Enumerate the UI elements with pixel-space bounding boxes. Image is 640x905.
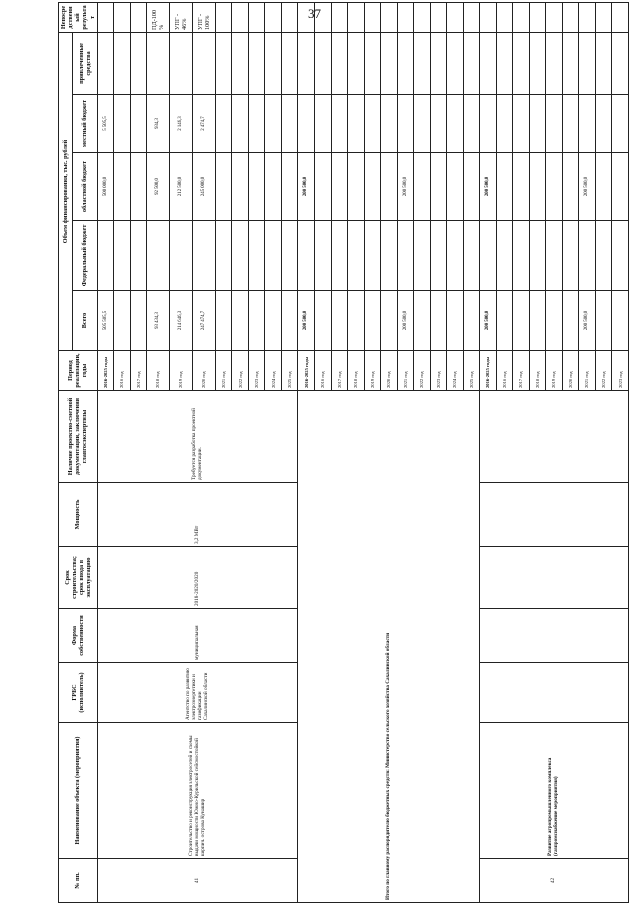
year-cell: 2025 год	[463, 351, 480, 391]
federal-cell	[147, 221, 170, 291]
attracted-cell	[314, 32, 331, 94]
local-cell: 5 505,5	[97, 95, 114, 153]
local-cell	[513, 95, 530, 153]
federal-cell	[97, 221, 114, 291]
year-cell: 2018 год	[348, 351, 365, 391]
result-cell	[595, 2, 612, 32]
year-cell: 2016-2025 годы	[97, 351, 114, 391]
year-cell: 2017 год	[331, 351, 348, 391]
header-local: местный бюджет	[73, 95, 97, 153]
federal-cell	[170, 221, 193, 291]
local-cell	[447, 95, 464, 153]
attracted-cell	[281, 32, 298, 94]
federal-cell	[281, 221, 298, 291]
total-cell	[381, 291, 398, 351]
header-federal: Федеральный бюджет	[73, 221, 97, 291]
total-cell	[546, 291, 563, 351]
local-cell	[232, 95, 249, 153]
federal-cell	[114, 221, 131, 291]
funding-table	[58, 2, 629, 903]
page-number: 37	[308, 6, 321, 21]
attracted-cell	[529, 32, 546, 94]
total-cell	[232, 291, 249, 351]
regional-cell	[215, 153, 232, 221]
total-cell	[215, 291, 232, 351]
federal-cell	[381, 221, 398, 291]
regional-cell	[381, 153, 398, 221]
header-regional: областной бюджет	[73, 153, 97, 221]
header-total: Всего	[73, 291, 97, 351]
total-cell	[114, 291, 131, 351]
attracted-cell	[579, 32, 596, 94]
header-term: Срок строительства; срок ввода в эксплуатацию	[59, 547, 98, 609]
result-cell	[480, 2, 497, 32]
federal-cell	[397, 221, 414, 291]
federal-cell	[414, 221, 431, 291]
year-cell: 2018 год	[147, 351, 170, 391]
local-cell	[529, 95, 546, 153]
attracted-cell	[595, 32, 612, 94]
federal-cell	[248, 221, 265, 291]
year-cell: 2022 год	[414, 351, 431, 391]
total-cell	[281, 291, 298, 351]
result-cell	[381, 2, 398, 32]
header-form: Форма собственности	[59, 609, 98, 663]
regional-cell: 212 500,0	[170, 153, 193, 221]
local-cell	[546, 95, 563, 153]
year-cell: 2019 год	[546, 351, 563, 391]
total-cell	[348, 291, 365, 351]
result-cell	[298, 2, 315, 32]
row-number: 41	[97, 859, 298, 903]
federal-cell	[612, 221, 629, 291]
header-psd: Наличие проектно-сметной документации, заключения главгосэкспертизы	[59, 391, 98, 483]
regional-cell: 200 500,0	[298, 153, 315, 221]
local-cell	[430, 95, 447, 153]
object-name: Развитие агропромышленного комплекса (газпромснабжение мероприятия)	[480, 723, 629, 859]
total-cell	[447, 291, 464, 351]
total-cell	[529, 291, 546, 351]
total-cell	[496, 291, 513, 351]
regional-cell	[331, 153, 348, 221]
federal-cell	[265, 221, 282, 291]
term-cell	[480, 547, 629, 609]
regional-cell: 200 500,0	[480, 153, 497, 221]
federal-cell	[192, 221, 215, 291]
result-cell	[562, 2, 579, 32]
regional-cell	[529, 153, 546, 221]
attracted-cell	[348, 32, 365, 94]
regional-cell: 92 500,0	[147, 153, 170, 221]
total-cell	[595, 291, 612, 351]
regional-cell: 200 500,0	[579, 153, 596, 221]
total-cell	[364, 291, 381, 351]
year-cell: 2019 год	[364, 351, 381, 391]
regional-cell	[562, 153, 579, 221]
total-cell: 247 474,7	[192, 291, 215, 351]
attracted-cell	[298, 32, 315, 94]
grbs-cell	[480, 663, 629, 723]
year-cell: 2022 год	[232, 351, 249, 391]
header-num: № пп.	[59, 859, 98, 903]
row-number: 42	[480, 859, 629, 903]
attracted-cell	[215, 32, 232, 94]
total-cell	[430, 291, 447, 351]
local-cell	[114, 95, 131, 153]
total-cell	[314, 291, 331, 351]
regional-cell	[430, 153, 447, 221]
result-cell	[232, 2, 249, 32]
year-cell: 2016 год	[496, 351, 513, 391]
federal-cell	[447, 221, 464, 291]
total-cell: 214 646,3	[170, 291, 193, 351]
attracted-cell	[265, 32, 282, 94]
regional-cell	[513, 153, 530, 221]
psd-cell	[480, 391, 629, 483]
regional-cell: 500 000,0	[97, 153, 114, 221]
regional-cell	[265, 153, 282, 221]
total-cell: 200 500,0	[579, 291, 596, 351]
result-cell	[447, 2, 464, 32]
attracted-cell	[430, 32, 447, 94]
result-cell	[496, 2, 513, 32]
result-cell	[331, 2, 348, 32]
attracted-cell	[364, 32, 381, 94]
subtotal-label: Итого по главному распорядителю бюджетных средств: Министерство сельского хозяйства Сахалинской области	[298, 391, 480, 903]
result-cell	[579, 2, 596, 32]
attracted-cell	[562, 32, 579, 94]
federal-cell	[480, 221, 497, 291]
attracted-cell	[546, 32, 563, 94]
result-cell	[513, 2, 530, 32]
attracted-cell	[612, 32, 629, 94]
total-cell	[331, 291, 348, 351]
year-cell: 2017 год	[513, 351, 530, 391]
header-attracted: привлеченные средства	[73, 32, 97, 94]
total-cell	[130, 291, 147, 351]
year-cell: 2019 год	[170, 351, 193, 391]
grbs-cell: Агентство по развитию электроэнергетики и газификации Сахалинской области	[97, 663, 298, 723]
local-cell	[414, 95, 431, 153]
table-row	[97, 2, 114, 902]
regional-cell	[348, 153, 365, 221]
regional-cell	[447, 153, 464, 221]
local-cell	[215, 95, 232, 153]
attracted-cell	[170, 32, 193, 94]
federal-cell	[546, 221, 563, 291]
total-cell	[248, 291, 265, 351]
regional-cell	[314, 153, 331, 221]
local-cell	[562, 95, 579, 153]
result-cell	[97, 2, 114, 32]
year-cell: 2021 год	[397, 351, 414, 391]
year-cell: 2024 год	[265, 351, 282, 391]
result-cell	[248, 2, 265, 32]
ownership-cell: муниципальная	[97, 609, 298, 663]
regional-cell	[612, 153, 629, 221]
year-cell: 2023 год	[430, 351, 447, 391]
year-cell: 2016-2025 годы	[480, 351, 497, 391]
attracted-cell	[397, 32, 414, 94]
local-cell: 2 474,7	[192, 95, 215, 153]
attracted-cell	[496, 32, 513, 94]
federal-cell	[579, 221, 596, 291]
federal-cell	[314, 221, 331, 291]
attracted-cell	[463, 32, 480, 94]
result-cell	[130, 2, 147, 32]
year-cell: 2017 год	[130, 351, 147, 391]
result-cell	[348, 2, 365, 32]
federal-cell	[130, 221, 147, 291]
result-cell	[215, 2, 232, 32]
header-result: Непосредственный результат	[59, 2, 98, 32]
regional-cell	[114, 153, 131, 221]
year-cell: 2020 год	[562, 351, 579, 391]
federal-cell	[595, 221, 612, 291]
federal-cell	[331, 221, 348, 291]
year-cell: 2020 год	[192, 351, 215, 391]
regional-cell	[248, 153, 265, 221]
attracted-cell	[130, 32, 147, 94]
federal-cell	[463, 221, 480, 291]
result-cell	[612, 2, 629, 32]
local-cell	[480, 95, 497, 153]
total-cell	[463, 291, 480, 351]
result-cell	[414, 2, 431, 32]
year-cell: 2016-2025 годы	[298, 351, 315, 391]
federal-cell	[430, 221, 447, 291]
regional-cell	[232, 153, 249, 221]
attracted-cell	[513, 32, 530, 94]
local-cell	[381, 95, 398, 153]
result-cell	[546, 2, 563, 32]
result-cell	[430, 2, 447, 32]
local-cell	[298, 95, 315, 153]
header-capacity: Мощность	[59, 483, 98, 547]
table-row	[298, 2, 315, 902]
year-cell: 2022 год	[595, 351, 612, 391]
header-period: Период реализации, годы	[59, 351, 98, 391]
result-cell	[314, 2, 331, 32]
year-cell: 2023 год	[248, 351, 265, 391]
header-grbs: ГРБС (исполнитель)	[59, 663, 98, 723]
federal-cell	[348, 221, 365, 291]
attracted-cell	[480, 32, 497, 94]
total-cell	[612, 291, 629, 351]
local-cell	[496, 95, 513, 153]
local-cell	[314, 95, 331, 153]
year-cell: 2016 год	[114, 351, 131, 391]
result-cell: УПГ - 100%	[192, 2, 215, 32]
federal-cell	[364, 221, 381, 291]
regional-cell	[364, 153, 381, 221]
total-cell	[265, 291, 282, 351]
local-cell	[364, 95, 381, 153]
local-cell	[265, 95, 282, 153]
attracted-cell	[447, 32, 464, 94]
table-row	[480, 2, 497, 902]
local-cell	[595, 95, 612, 153]
psd-cell: Требуется разработка проектной документации.	[97, 391, 298, 483]
total-cell: 505 505,5	[97, 291, 114, 351]
total-cell: 200 500,0	[397, 291, 414, 351]
result-cell	[281, 2, 298, 32]
total-cell	[513, 291, 530, 351]
local-cell	[397, 95, 414, 153]
year-cell: 2018 год	[529, 351, 546, 391]
local-cell	[612, 95, 629, 153]
regional-cell	[496, 153, 513, 221]
local-cell	[281, 95, 298, 153]
local-cell: 2 146,3	[170, 95, 193, 153]
result-cell	[529, 2, 546, 32]
result-cell: УПГ - 46%	[170, 2, 193, 32]
regional-cell	[281, 153, 298, 221]
year-cell: 2020 год	[381, 351, 398, 391]
local-cell	[248, 95, 265, 153]
total-cell: 200 500,0	[480, 291, 497, 351]
year-cell: 2021 год	[215, 351, 232, 391]
total-cell: 200 500,0	[298, 291, 315, 351]
local-cell	[579, 95, 596, 153]
local-cell: 934,3	[147, 95, 170, 153]
capacity-cell	[480, 483, 629, 547]
term-cell: 2018-2020/2020	[97, 547, 298, 609]
regional-cell	[595, 153, 612, 221]
local-cell	[130, 95, 147, 153]
regional-cell	[130, 153, 147, 221]
regional-cell	[546, 153, 563, 221]
header-name: Наименование объекта (мероприятия)	[59, 723, 98, 859]
regional-cell	[414, 153, 431, 221]
local-cell	[463, 95, 480, 153]
result-cell	[364, 2, 381, 32]
federal-cell	[232, 221, 249, 291]
year-cell: 2024 год	[447, 351, 464, 391]
attracted-cell	[232, 32, 249, 94]
attracted-cell	[331, 32, 348, 94]
attracted-cell	[381, 32, 398, 94]
attracted-cell	[97, 32, 114, 94]
regional-cell: 200 500,0	[397, 153, 414, 221]
result-cell	[114, 2, 131, 32]
year-cell: 2016 год	[314, 351, 331, 391]
federal-cell	[513, 221, 530, 291]
ownership-cell	[480, 609, 629, 663]
result-cell	[397, 2, 414, 32]
year-cell: 2023 год	[612, 351, 629, 391]
object-name: Строительство и реконструкция электросетей и схемы выдачи мощности Южно-Курильской сейсмостойкой кирпич. острова Кунашир	[97, 723, 298, 859]
total-cell	[562, 291, 579, 351]
year-cell: 2025 год	[281, 351, 298, 391]
federal-cell	[562, 221, 579, 291]
header-row-1	[59, 2, 73, 902]
attracted-cell	[147, 32, 170, 94]
federal-cell	[496, 221, 513, 291]
capacity-cell: 3,2 МВт	[97, 483, 298, 547]
result-cell	[463, 2, 480, 32]
attracted-cell	[192, 32, 215, 94]
attracted-cell	[414, 32, 431, 94]
year-cell: 2021 год	[579, 351, 596, 391]
regional-cell	[463, 153, 480, 221]
regional-cell: 245 000,0	[192, 153, 215, 221]
federal-cell	[215, 221, 232, 291]
result-cell: ПД-100%	[147, 2, 170, 32]
header-funding: Объем финансирования, тыс. рублей	[59, 32, 73, 350]
attracted-cell	[248, 32, 265, 94]
local-cell	[331, 95, 348, 153]
local-cell	[348, 95, 365, 153]
federal-cell	[529, 221, 546, 291]
attracted-cell	[114, 32, 131, 94]
total-cell	[414, 291, 431, 351]
result-cell	[265, 2, 282, 32]
total-cell: 93 434,3	[147, 291, 170, 351]
federal-cell	[298, 221, 315, 291]
